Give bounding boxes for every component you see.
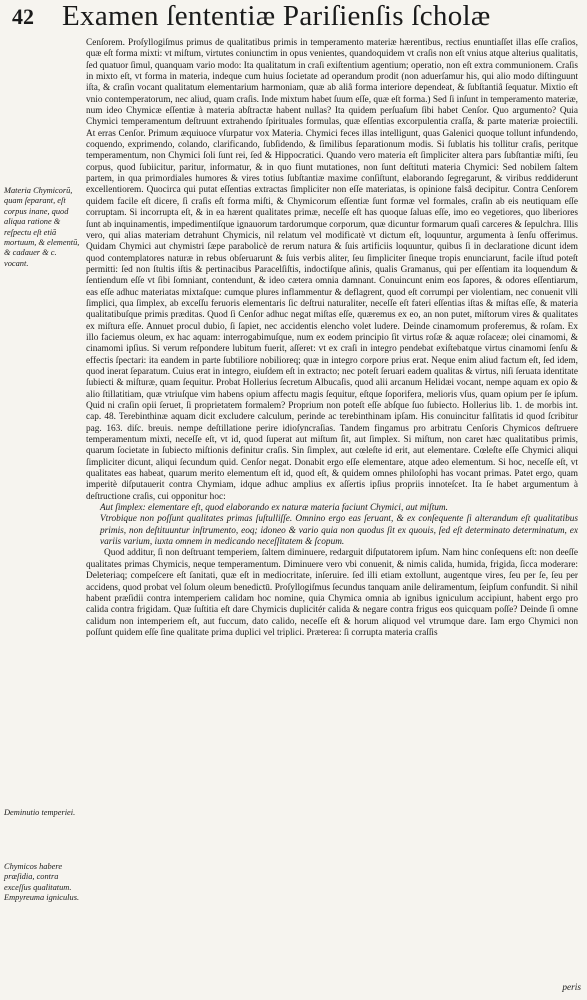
paragraph: Quod additur, ſi non deſtruant temperiem, ſaltem diminuere, redarguit diſputatorem ipſum. Nam hinc conſequens eſt: non deeſſe qualitates primas Chymicis, neque temperamentum. Diminuere vero vbi conuenit, & nimis calida, humida, frigida, ſicca moderare: Deleteriaq; compeſcere eſt ſanitati, quæ eſt in mediocritate, inſeruire. ſed illi etiam extollunt, augentque vires, ſeu per ſe, ſeu per accidens, quod probat vel ſolum oleum benedictū. Proſyllogiſmus ſecundus tanquam anile deliramentum, ſeipſum confundit. Si nihil habent præſidii contra intemperiem calidam hoc nomine, quia Chymica omnia ab ignibus igniculum accipiunt, habent ergo pro calida contra frigidam. Quæ ſuſtitia eſt dare Chymicis duplicitér calida & negare contra frigus eos quicquam poſſe? Deinde ſi omne calidum non intemperiem eſt, aut fuccum, dato calido, neceſſe eſt & horum aliquod vel vtrumque dare. Iam ergo Chymici non poſſunt quidem eſſe ſine qualitate prima duplici vel triplici. Præterea: ſi corrupta materia craſſis <box>86 548 578 638</box>
margin-note: Deminutio temperiei. <box>4 808 76 817</box>
page-header <box>0 0 587 38</box>
paragraph: Cenſorem. Proſyllogiſmus primus de qualitatibus primis in temperamento materiæ hærentibus, rectius enuntiaſſet illas eſſe craſios, quæ eſt forma mixti: vt miſtum, virtutes coniunctim in opus venientes, quandoquidem vt craſis non eſt vnius atque alterius qualitatis, ſed quatuor ſimul, quanquam vario modo: Ita qualitatum in craſi exiſtentium agentium; operatio, non eſt extra communionem. Craſis in mixto eſt, vt forma in materia, indeque cum huius ſocietate ad operandum prodit (non aduerſamur his, qui alio modo diſtinguunt iſta, & craſin vocant qualitatum elementarium harmoniam, quæ ab aliâ forma interiore dependeat, & ſubſtantiâ ſequatur. Mixtio eſt vnio contemperatorum, nec aliud, quam craſis. Inde mixtum habet ſuum eſſe, quæ eſt forma.) Sed ſi inſunt in temperamento materiæ, num ideo Chymicæ eſſentiæ à materia abſtractæ habent nullas? Ita quidem perſuaſum ſibi habet Cenſor. Quo argumento? Quia Chymici temperamentum deſtruunt extrahendo ſpirituales formulas, quæ eſſentias excorpulentia craſſa, & parte materiæ proiectili. At erras Cenſor. Primum æquiuoce vſurpatur vox Materia. Chymici feces illas intelligunt, quas Galenici quoque tollunt infundendo, coquendo, exprimendo, colando, clarificando, ſubſidendo, & ſimilibus ſeparationum modis. Si ſublatis his tollitur craſis, peritque temperamentum, non Chymici ſoli ſunt rei, ſed & Hippocratici. Quando vero materia eſt ſimpliciter altera pars ſubſtantiæ miſti, ſeu corpus, quod ſubiicitur, paritur, informatur, & in quo fiunt mutationes, non ſunt deſtituti materia Chymici: Sed nobilem ſaltem partem, in qua primordiales humores & vires totius ſubſtantiæ maxime conſiſtunt, elaborando ſegregarunt, & viribus reddiderunt excellentiorem. Quocirca qui putat eſſentias extractas ſimpliciter non eſſe materiatas, is opinione falsâ decipitur. Contra Cenſorem quidem facile eſt dicere, ſi craſis eſt forma miſti, & Chymicorum eſſentiæ ſunt formæ vel formales, craſin ab eis neutiquam eſſe corruptam. Si incorrupta eſt, & in ea hærent qualitates primæ, neceſſe eſt has quoque ſaluas eſſe, imo eo vegetiores, quo liberiores ſunt ab inquinamentis, impedimentiſque ignauorum tardorumque corporum, quæ dicuntur formarum quaſi carceres & ſepulchra. Illis vero, qui alias materiam detrahunt Chymicis, nil relatum vel modificatè vt dictum eſt, loquuntur, argumenta à ſenſu offerimus. Quidam Chymici aut chymistri ſæpe parabolicè de rerum natura & ſuis artificiis loquuntur, quibus ſi in declaratione dicunt idem quod contemplatores naturæ in rebus obſeruarunt & ſuis verbis aliter, ſeu ſimpliciter ſineque tropis enunciarunt, facile iſtud poteſt permitti: ſed non ſtultis iſtis & pertinacibus Paracelſiſtis, indoctiſque aſinis, qualis Gramanus, qui per eſſentiam ita loquendum & ſentiendum eſſe vt ſibi ſomniant, contendunt, & ideo cætera omnia damnant. Conuincunt enim eos ſapores, & odores eſſentiarum, eas eſſe adhuc materiatas mixtaſque: cumque plures inflammentur & deflagrent, quod eſt corrumpi per violentiam, nec conuenit vlli ſimplici, qua ſimplex, ab exceſſu feruoris elementaris ſic deſtrui naturaliter, neceſſe eſt fateri eſſentias iſtas & miſtas eſſe, & materia qualitatibuſque primis præditas. Quod ſi Cenſor adhuc negat miſtas eſſe, quæremus ex eo, an non putet, miſtorum vires & qualitates ex miſtura eſſe. Annuet procul dubio, ſi ſapiet, nec accidentis elencho volet ludere. Deinde cinamomum proferemus, & roſam. Ex illo faciemus oleum, ex hac aquam: interrogabimuſque, num ex eodem principio ſit virtus roſæ & aquæ roſaceæ; olei cinamomi, & cinamomi ipſius. Si verum reſpondere lubitum fuerit, aſſeret: vt ex craſi in integro pendebat exiſtebatque virtus cinamomi ſenſu & effectis ſpectari: ita eandem in parte ſubtiliore nobilioreq; quæ in integro corpore prius erat. Neque enim aliud factum eſt, ſed idem, quod inerat ſeparatum. Cuius erat in integro, eiuſdem eſt in extracto; nec poteſt ſeruari eadem qualitas & virtus, niſi ſeruata identitate ſubiecti & miſturæ, quam ſequitur. Probat Hollerius ſecretum Albucaſis, quod alii arcanum Helidæi vocant, nempe aquam ex opio & alio ſtillatitiam, quæ vtriuſque vim habens opium affectu magis ſequitur, eſtque ſoporifera, melioris vſus, quam opium per ſe ipſum. Quid ni craſin opii ſeruet, ſi proprietatem formalem? Proprium non poteſt eſſe abſque ſuo ſubiecto. Hollerius lib. 1. de morbis int. cap. 48. Terebinthinæ aquam dicit excludere calculum, perinde ac terebinthinam ipſam. His conuincitur falſitatis id quod ſcribitur pag. 163. diſc. breuis. nempe deſtillatione perire idioſyncraſias. Tandem fingamus pro arbitratu Cenſoris Chymicos deſtruere temperamentum mixti, neceſſe eſt, vt id, quod ſuperat aut miſtum ſit, aut ſimplex. Si miſtum, non caret hæc qualitatibus primis, quarum ſocietate in ſubiecto miſtionis definitur craſis. Sin ſimplex, aut cœleſte id erit, aut elementare. Cœleſte eſſe Chymici aliqui ſimpliciter dicunt, aliqui ſecundum quid. Cenſor negat. Donabit ergo eſſe elementare, atque adeo elementum. Si hoc, neceſſe eſt, vt qualitates eas habeat, quarum merito elementum eſt id, quod eſt, & quidem omnes philoſophi has vocant primas. Patet ergo, quam imperitè diſputauerit contra Chymiam, idque adhuc amplius ex aſſertis ipſius propriis innoteſcet. Ita ſe habet argumentum à deſtructione craſis, cui opponitur hoc: <box>86 38 578 502</box>
body-text <box>86 38 578 639</box>
running-head: Examen ſententiæ Pariſienſis ſcholæ <box>62 0 491 32</box>
verse-line: Vtrobique non poſſunt qualitates primas ſuſtulliſſe. Omnino ergo eas ſeruant, & ex conſequente ſi alterandum eſt qualitatibus primis, non deſtituuntur inſtrumento, eoq; idoneo & vario quia non quodus ſit ex quouis, ſed eſt determinato determinatum, ex variis varium, iuxta omnem in medicando neceſſitatem & ſcopum. <box>100 514 578 548</box>
page-number: 42 <box>12 4 34 29</box>
catchword: peris <box>562 983 581 993</box>
margin-note: Materia Chymicorū, quam ſeparant, eſt corpus inane, quod aliqua ratione & reſpectu eſt etiā mortuum, & elementū, & cadauer & c. vocant. <box>4 186 80 268</box>
margin-note: Chymicos habere præſidia, contra exceſſus qualitatum. Empyreuma igniculus. <box>4 862 80 903</box>
verse-line: Aut ſimplex: elementare eſt, quod elaborando ex naturæ materia faciunt Chymici, aut miſtum. <box>100 503 448 514</box>
